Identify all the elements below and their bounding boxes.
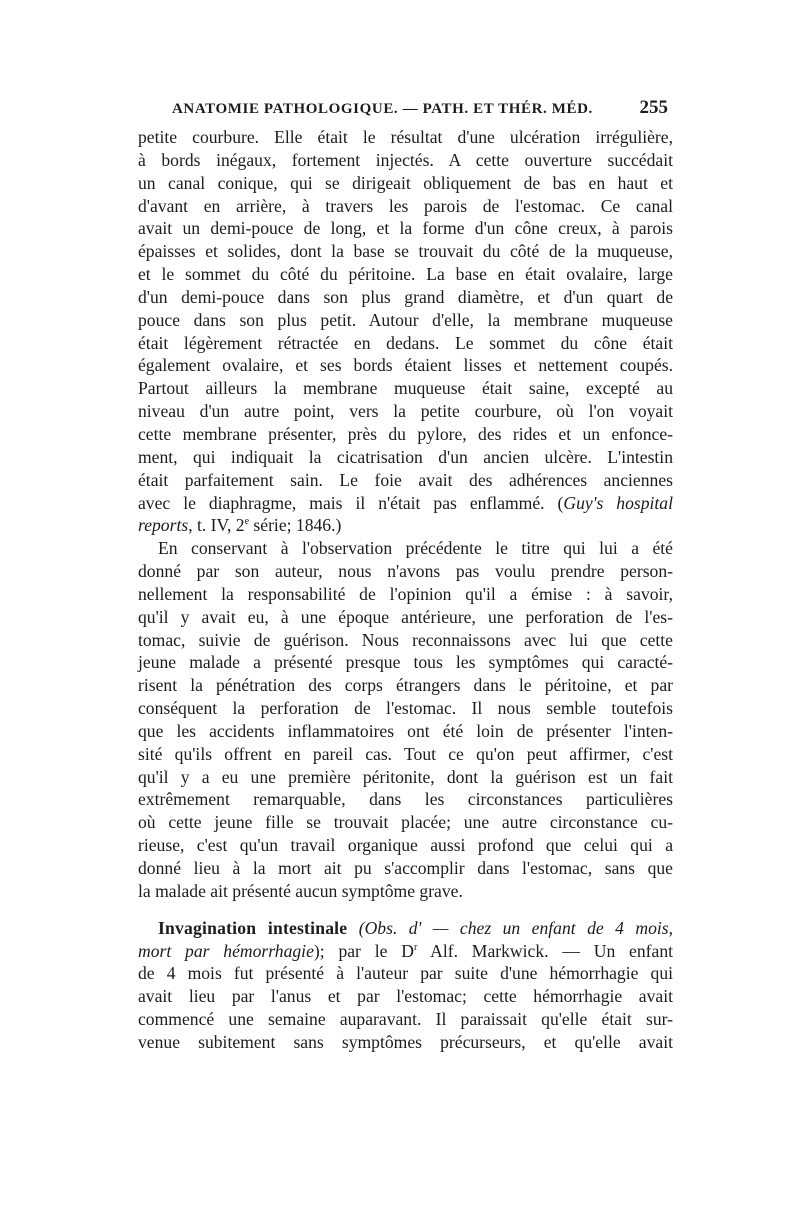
text-line: qu'il y a eu une première péritonite, dont la guérison est un fait xyxy=(138,766,673,787)
text-line: un canal conique, qui se dirigeait obliquement de bas en haut et xyxy=(138,172,673,193)
text-line: la malade ait présenté aucun symptôme grave. xyxy=(138,880,463,901)
citation-journal: Guy's hospital xyxy=(563,492,673,513)
text-line: tomac, suivie de guérison. Nous reconnaissons avec lui que cette xyxy=(138,629,673,650)
citation-sup: e xyxy=(244,516,250,528)
text-line: jeune malade a présenté presque tous les symptômes qui caracté- xyxy=(138,652,673,673)
text-line: ment, qui indiquait la cicatrisation d'un ancien ulcère. L'intestin xyxy=(138,446,673,467)
text-line xyxy=(138,492,673,515)
running-title: ANATOMIE PATHOLOGIQUE. — PATH. ET THÉR. MÉD. xyxy=(172,101,593,117)
text-line xyxy=(138,940,673,963)
text-line: où cette jeune fille se trouvait placée; une autre circonstance cu- xyxy=(138,812,673,833)
heading-italic: (Obs. d' — chez un enfant de 4 mois, xyxy=(347,917,674,938)
heading-line xyxy=(138,917,673,940)
section-heading: Invagination intestinale xyxy=(158,917,348,938)
body-text xyxy=(138,126,673,1054)
text-line: sité qu'ils offrent en pareil cas. Tout ce qu'on peut affirmer, c'est xyxy=(138,743,673,764)
author-name: Alf. Markwick. — Un enfant xyxy=(417,940,674,961)
text-line: Partout ailleurs la membrane muqueuse était saine, excepté au xyxy=(138,378,673,399)
text-line: d'avant en arrière, à travers les parois de l'estomac. Ce canal xyxy=(138,195,673,216)
text-line: commencé une semaine auparavant. Il paraissait qu'elle était sur- xyxy=(138,1009,673,1030)
text-line: avait lieu par l'anus et par l'estomac; cette hémorrhagie avait xyxy=(138,986,673,1007)
text-line: niveau d'un autre point, vers la petite courbure, où l'on voyait xyxy=(138,401,673,422)
text-line: de 4 mois fut présenté à l'auteur par suite d'une hémorrhagie qui xyxy=(138,963,673,984)
heading-italic-cont: mort par hémorrhagie xyxy=(138,940,314,961)
text-line: d'un demi-pouce dans son plus grand diamètre, et d'un quart de xyxy=(138,286,673,307)
text-line: extrêmement remarquable, dans les circonstances particulières xyxy=(138,789,673,810)
paragraph-gap xyxy=(138,903,673,917)
text-line: conséquent la perforation de l'estomac. Il nous semble toutefois xyxy=(138,698,673,719)
text-line: avait un demi-pouce de long, et la forme d'un cône creux, à parois xyxy=(138,218,673,239)
citation-line xyxy=(138,514,673,537)
text-line: donné par son auteur, nous n'avons pas voulu prendre person- xyxy=(138,561,673,582)
text-line: En conservant à l'observation précédente le titre qui lui a été xyxy=(158,538,673,559)
text-line: nellement la responsabilité de l'opinion qu'il a émise : à savoir, xyxy=(138,583,673,604)
author-title-sup: r xyxy=(413,941,418,953)
text-line: était légèrement rétractée en dedans. Le sommet du cône était xyxy=(138,332,673,353)
paragraph-observation xyxy=(138,126,673,537)
text-line: rieuse, c'est qu'un travail organique aussi profond que celui qui a xyxy=(138,835,673,856)
text-line: également ovalaire, et ses bords étaient lisses et nettement coupés. xyxy=(138,355,673,376)
text-line: pouce dans son plus petit. Autour d'elle, la membrane muqueuse xyxy=(138,309,673,330)
paragraph-commentary xyxy=(138,537,673,903)
text-line-segment: avec le diaphragme, mais il n'était pas enflammé. ( xyxy=(138,492,564,513)
citation-details: , t. IV, 2 xyxy=(188,515,245,536)
text-line: venue subitement sans symptômes précurseurs, et qu'elle avait xyxy=(138,1031,673,1052)
author-prefix: ); par le D xyxy=(313,940,414,961)
text-line: petite courbure. Elle était le résultat d'une ulcération irrégulière, xyxy=(138,127,673,147)
text-line: à bords inégaux, fortement injectés. A cette ouverture succédait xyxy=(138,149,673,170)
text-line: qu'il y avait eu, à une époque antérieure, une perforation de l'es- xyxy=(138,606,673,627)
text-line: que les accidents inflammatoires ont été loin de présenter l'inten- xyxy=(138,720,673,741)
text-line: et le sommet du côté du péritoine. La base en était ovalaire, large xyxy=(138,264,673,285)
paragraph-invagination xyxy=(138,917,673,1054)
text-line: donné lieu à la mort ait pu s'accomplir dans l'estomac, sans que xyxy=(138,858,673,878)
citation-journal-cont: reports xyxy=(138,515,189,536)
citation-details-end: série; 1846.) xyxy=(249,515,342,536)
text-line: était parfaitement sain. Le foie avait des adhérences anciennes xyxy=(138,469,673,490)
text-line: épaisses et solides, dont la base se trouvait du côté de la muqueuse, xyxy=(138,241,673,262)
text-line: risent la pénétration des corps étrangers dans le péritoine, et par xyxy=(138,675,673,696)
page-header xyxy=(146,97,668,123)
text-line: cette membrane présenter, près du pylore, des rides et un enfonce- xyxy=(138,423,673,444)
page-number: 255 xyxy=(639,97,668,118)
